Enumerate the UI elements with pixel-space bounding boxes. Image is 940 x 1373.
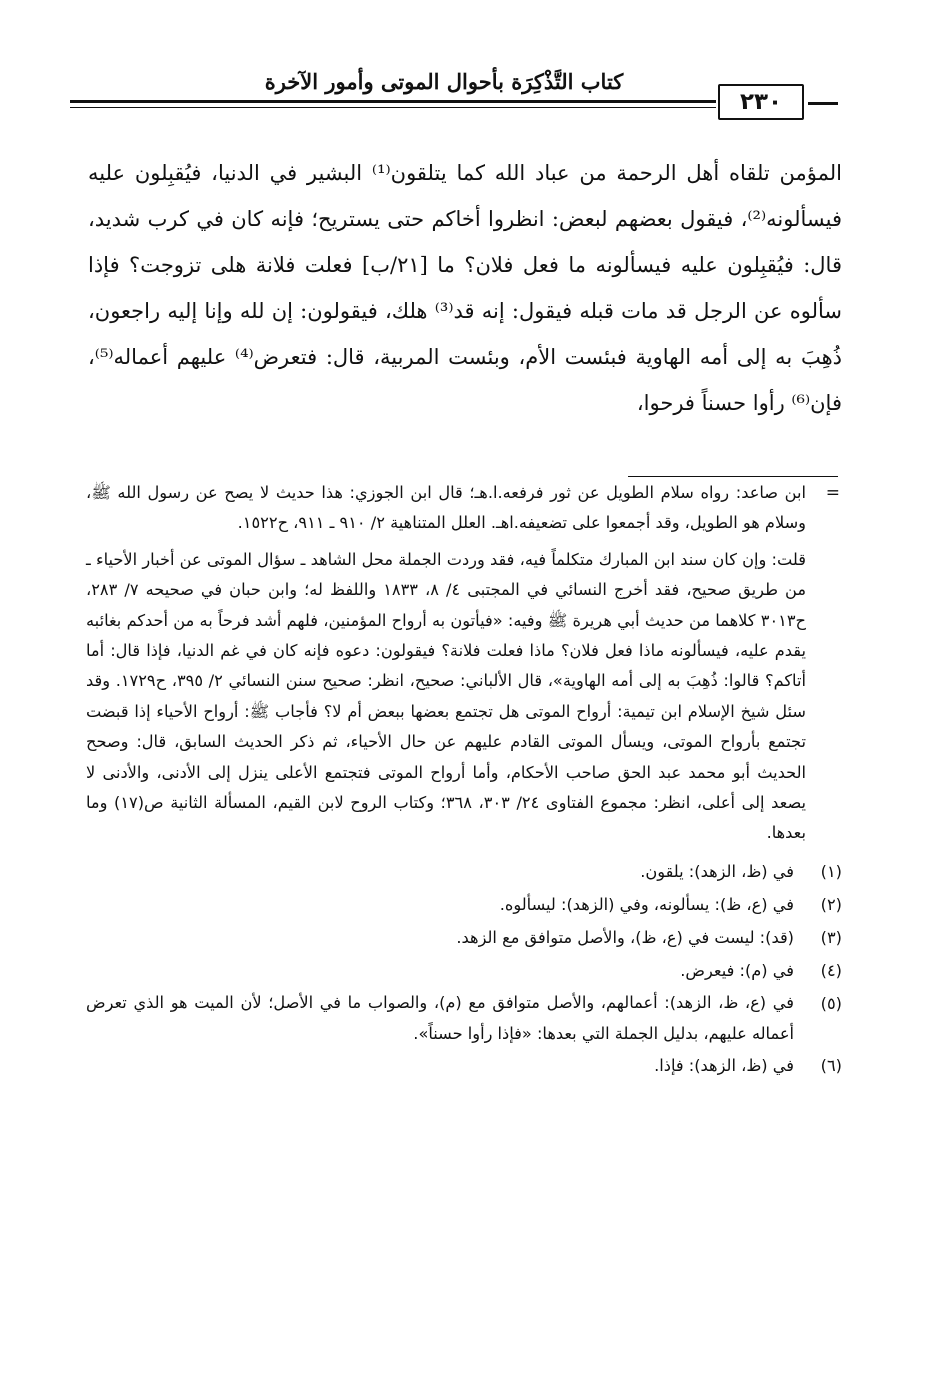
footnote-item	[86, 987, 842, 1049]
footnote-number: (٢)	[820, 894, 842, 914]
footnote-continuation	[86, 478, 842, 849]
footnote-number: (٣)	[820, 927, 842, 947]
main-paragraph: المؤمن تلقاه أهل الرحمة من عباد الله كما يتلقون⁽¹⁾ البشير في الدنيا، فيُقبِلون عليه فيسألونه⁽²⁾، فيقول بعضهم لبعض: انظروا أخاكم حتى يستريح؛ فإنه كان في كرب شديد، قال: فيُقبِلون عليه فيسألونه ما فعل فلان؟ ما [٢١/ب] فعلت فلانة هلى تزوجت؟ فإذا سألوه عن الرجل قد مات قبله فيقول: إنه قد⁽³⁾ هلك، فيقولون: إن لله وإنا إليه راجعون، ذُهِبَ به إلى أمه الهاوية فبئست الأم، وبئست المربية، قال: فتعرض⁽⁴⁾ عليهم أعماله⁽⁵⁾، فإن⁽⁶⁾ رأوا حسناً فرحوا،	[88, 161, 842, 415]
footnote-number: (٦)	[820, 1055, 842, 1075]
footnote-item	[86, 954, 842, 987]
footnote-number: (٥)	[820, 993, 842, 1013]
footnote-item	[86, 888, 842, 921]
continuation-mark: =	[825, 483, 840, 503]
footnote-item	[86, 921, 842, 954]
footnote-item	[86, 1049, 842, 1082]
page-header	[70, 66, 838, 122]
footnote-text: في (م): فيعرض.	[680, 960, 794, 980]
continuation-paragraph: قلت: وإن كان سند ابن المبارك متكلماً فيه، فقد وردت الجملة محل الشاهد ـ سؤال الموتى عن أخبار الأحياء ـ من طريق صحيح، فقد أخرج النسائي في المجتبى ٤/ ٨، ١٨٣٣ واللفظ له؛ وابن حبان في صحيحه ٧/ ٢٨٣، ح٣٠١٣ كلاهما من حديث أبي هريرة ﷺ وفيه: «فيأتون به أرواح المؤمنين، فلهم أشد فرحاً به من أحدكم بغائبه يقدم عليه، فيسألونه ماذا فعل فلان؟ ماذا فعلت فلانة؟ فيقولون: دعوه فإنه كان في غم الدنيا، فإذا قال: أما أتاكم؟ قالوا: ذُهِبَ به إلى أمه الهاوية»، قال الألباني: صحيح، انظر: صحيح سنن النسائي ٢/ ٣٩٥، ح١٧٢٩. وقد سئل شيخ الإسلام ابن تيمية: أرواح الموتى هل تجتمع بعضها ببعض أم لا؟ فأجاب ﷺ: أرواح الأحياء إذا قبضت تجتمع بأرواح الموتى، ويسأل الموتى القادم عليهم عن حال الأحياء، ثم ذكر الحديث السابق، قال: وصحح الحديث أبو محمد عبد الحق صاحب الأحكام، وأما أرواح الموتى فتجتمع الأعلى ينزل إلى الأدنى، والأدنى لا يصعد إلى أعلى، انظر: مجموع الفتاوى ٢٤/ ٣٠٣، ٣٦٨؛ وكتاب الروح لابن القيم، المسألة الثانية ص(١٧) وما بعدها.	[86, 549, 807, 843]
header-rule-right	[808, 102, 838, 105]
header-rule-top	[70, 100, 716, 103]
continuation-paragraph: ابن صاعد: رواه سلام الطويل عن ثور فرفعه.ا.هـ؛ قال ابن الجوزي: هذا حديث لا يصح عن رسول الله ﷺ، وسلام هو الطويل، وقد أجمعوا على تضعيفه.اهـ. العلل المتناهية ٢/ ٩١٠ ـ ٩١١، ح١٥٢٢.	[86, 483, 806, 533]
footnote-text: في (ظ، الزهد): فإذا.	[654, 1055, 794, 1075]
book-title: كتاب التَّذْكِرَة بأحوال الموتى وأمور الآخرة	[264, 69, 624, 94]
footnote-text: في (ع، ظ، الزهد): أعمالهم، والأصل متوافق مع (م)، والصواب ما في الأصل؛ لأن الميت هو الذي تعرض أعماله عليهم، بدليل الجملة التي بعدها: «فإذا رأوا حسناً».	[86, 992, 794, 1043]
footnote-text: في (ع، ظ): يسألونه، وفي (الزهد): ليسألوه.	[499, 894, 794, 914]
footnote-number: (١)	[820, 861, 842, 881]
main-text	[88, 150, 842, 426]
footnote-separator	[628, 476, 838, 477]
footnote-number: (٤)	[820, 960, 842, 980]
header-rule-bottom	[70, 107, 716, 108]
page-number-box: ٢٣٠	[718, 84, 804, 120]
footnote-item	[86, 855, 842, 888]
footnote-text: في (ظ، الزهد): يلقون.	[640, 861, 794, 881]
footnote-text: (قد): ليست في (ع، ظ)، والأصل متوافق مع الزهد.	[456, 927, 794, 947]
footnotes	[86, 478, 842, 1082]
